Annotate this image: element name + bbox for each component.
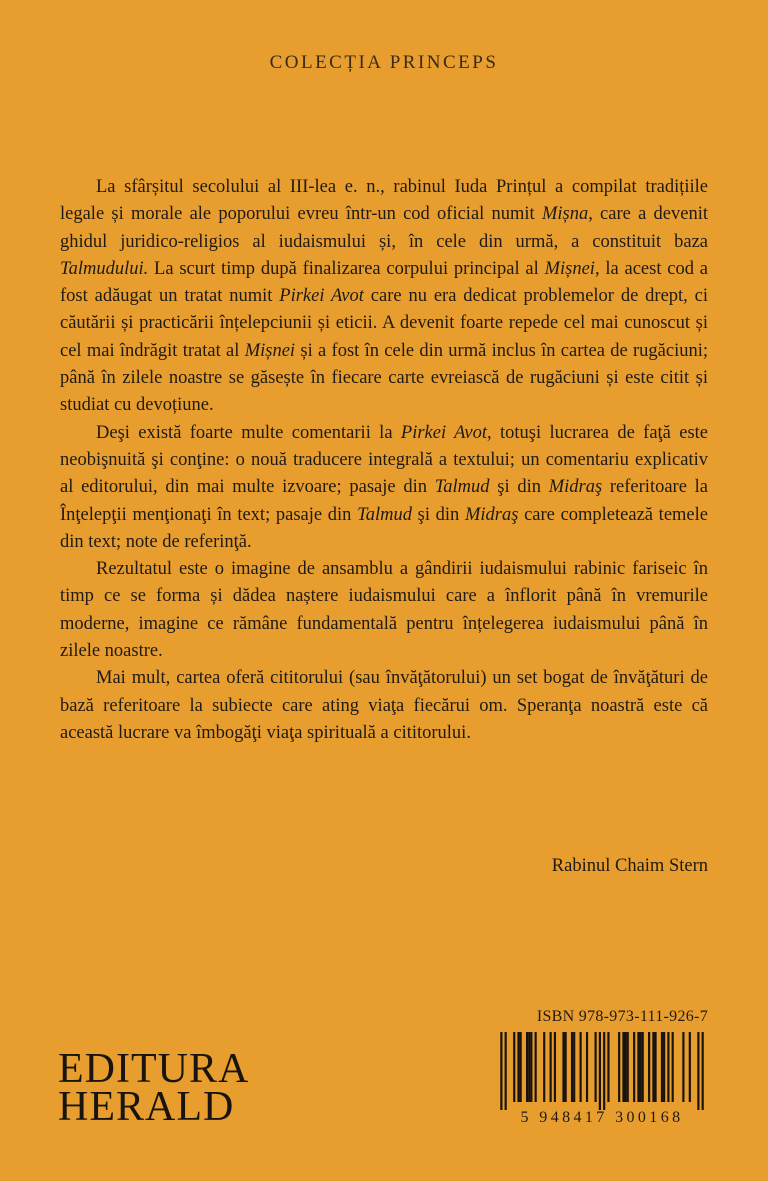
barcode-bar bbox=[622, 1032, 624, 1102]
barcode-bar bbox=[618, 1032, 620, 1102]
barcode-image bbox=[496, 1032, 708, 1110]
barcode-bar bbox=[648, 1032, 650, 1102]
barcode-bar bbox=[520, 1032, 522, 1102]
barcode-bar bbox=[500, 1032, 502, 1110]
barcode-bar bbox=[627, 1032, 629, 1102]
barcode-bar bbox=[624, 1032, 626, 1102]
description-text bbox=[60, 174, 708, 747]
paragraph: Mai mult, cartea oferă cititorului (sau învăţătorului) un set bogat de învăţături de bază referitoare la subiecte care ating viaţa fiecărui om. Speranţa noastră este că această lucrare va îmbogăţi viaţa spirituală a cititorului. bbox=[60, 668, 708, 743]
publisher-logo bbox=[58, 1046, 250, 1130]
barcode-bar bbox=[667, 1032, 669, 1102]
barcode-bar bbox=[554, 1032, 556, 1102]
barcode-bar bbox=[562, 1032, 564, 1102]
series-title: COLECȚIA PRINCEPS bbox=[269, 52, 499, 73]
barcode-digits: 5 948417 300168 bbox=[520, 1109, 684, 1126]
barcode-bar bbox=[571, 1032, 573, 1102]
barcode-bar bbox=[661, 1032, 663, 1102]
barcode-bar bbox=[702, 1032, 704, 1110]
barcode-bar bbox=[654, 1032, 656, 1102]
barcode-bar bbox=[637, 1032, 639, 1102]
barcode-bar bbox=[663, 1032, 665, 1102]
paragraph: Deşi există foarte multe comentarii la Pirkei Avot, totuşi lucrarea de faţă este neobişnuită şi conţine: o nouă traducere integrală a textului; un comentariu explicativ al editorului, din mai multe izvoare; pasaje din Talmud şi din Midraş referitoare la Înţelepţii menţionaţi în text; pasaje din Talmud şi din Midraş care completează temele din text; note de referinţă. bbox=[60, 422, 708, 552]
barcode-bar bbox=[682, 1032, 684, 1102]
paragraph: Rezultatul este o imagine de ansamblu a gândirii iudaismului rabinic fariseic în timp ce se forma și dădea naștere iudaismului care a înflorit până în vremurile moderne, imagine ce rămâne fundamentală pentru înțelegerea iudaismului până în zilele noastre. bbox=[60, 559, 708, 662]
barcode-bar bbox=[550, 1032, 552, 1102]
isbn-label: ISBN 978-973-111-926-7 bbox=[536, 1008, 708, 1025]
barcode-block bbox=[496, 1008, 708, 1126]
barcode-bar bbox=[689, 1032, 691, 1102]
barcode-bar bbox=[543, 1032, 545, 1102]
barcode-bar bbox=[513, 1032, 515, 1102]
author-signature: Rabinul Chaim Stern bbox=[551, 856, 708, 876]
barcode-bar bbox=[652, 1032, 654, 1102]
barcode-bar bbox=[528, 1032, 530, 1102]
barcode-bar bbox=[599, 1032, 601, 1110]
barcode-bar bbox=[672, 1032, 674, 1102]
barcode-bar bbox=[517, 1032, 519, 1102]
barcode-bar bbox=[505, 1032, 507, 1110]
publisher-line-2: HERALD bbox=[58, 1084, 235, 1130]
publisher-line-1: EDITURA bbox=[58, 1046, 250, 1092]
barcode-bar bbox=[642, 1032, 644, 1102]
barcode-bar bbox=[697, 1032, 699, 1110]
barcode-bar bbox=[603, 1032, 605, 1110]
barcode-bar bbox=[530, 1032, 532, 1102]
barcode-bar bbox=[565, 1032, 567, 1102]
barcode-bar bbox=[633, 1032, 635, 1102]
barcode-bar bbox=[535, 1032, 537, 1102]
barcode-bar bbox=[586, 1032, 588, 1102]
barcode-bar bbox=[639, 1032, 641, 1102]
barcode-bar bbox=[580, 1032, 582, 1102]
barcode-bar bbox=[595, 1032, 597, 1102]
paragraph: La sfârșitul secolului al III-lea e. n., rabinul Iuda Prințul a compilat tradițiile legale și morale ale poporului evreu într-un cod oficial numit Mișna, care a devenit ghidul juridico-religios al iudaismului și, în cele din urmă, a constituit baza Talmudului. La scurt timp după finalizarea corpului principal al Mișnei, la acest cod a fost adăugat un tratat numit Pirkei Avot care nu era dedicat problemelor de drept, ci căutării și practicării înțelepciunii și eticii. A devenit foarte repede cel mai cunoscut și cel mai îndrăgit tratat al Mișnei și a fost în cele din urmă inclus în cartea de rugăciuni; până în zilele noastre se găsește în fiecare carte evreiască de rugăciuni și este citit și studiat cu devoțiune. bbox=[60, 177, 709, 416]
barcode-bar bbox=[526, 1032, 528, 1102]
barcode-bar bbox=[573, 1032, 575, 1102]
barcode-bar bbox=[607, 1032, 609, 1102]
